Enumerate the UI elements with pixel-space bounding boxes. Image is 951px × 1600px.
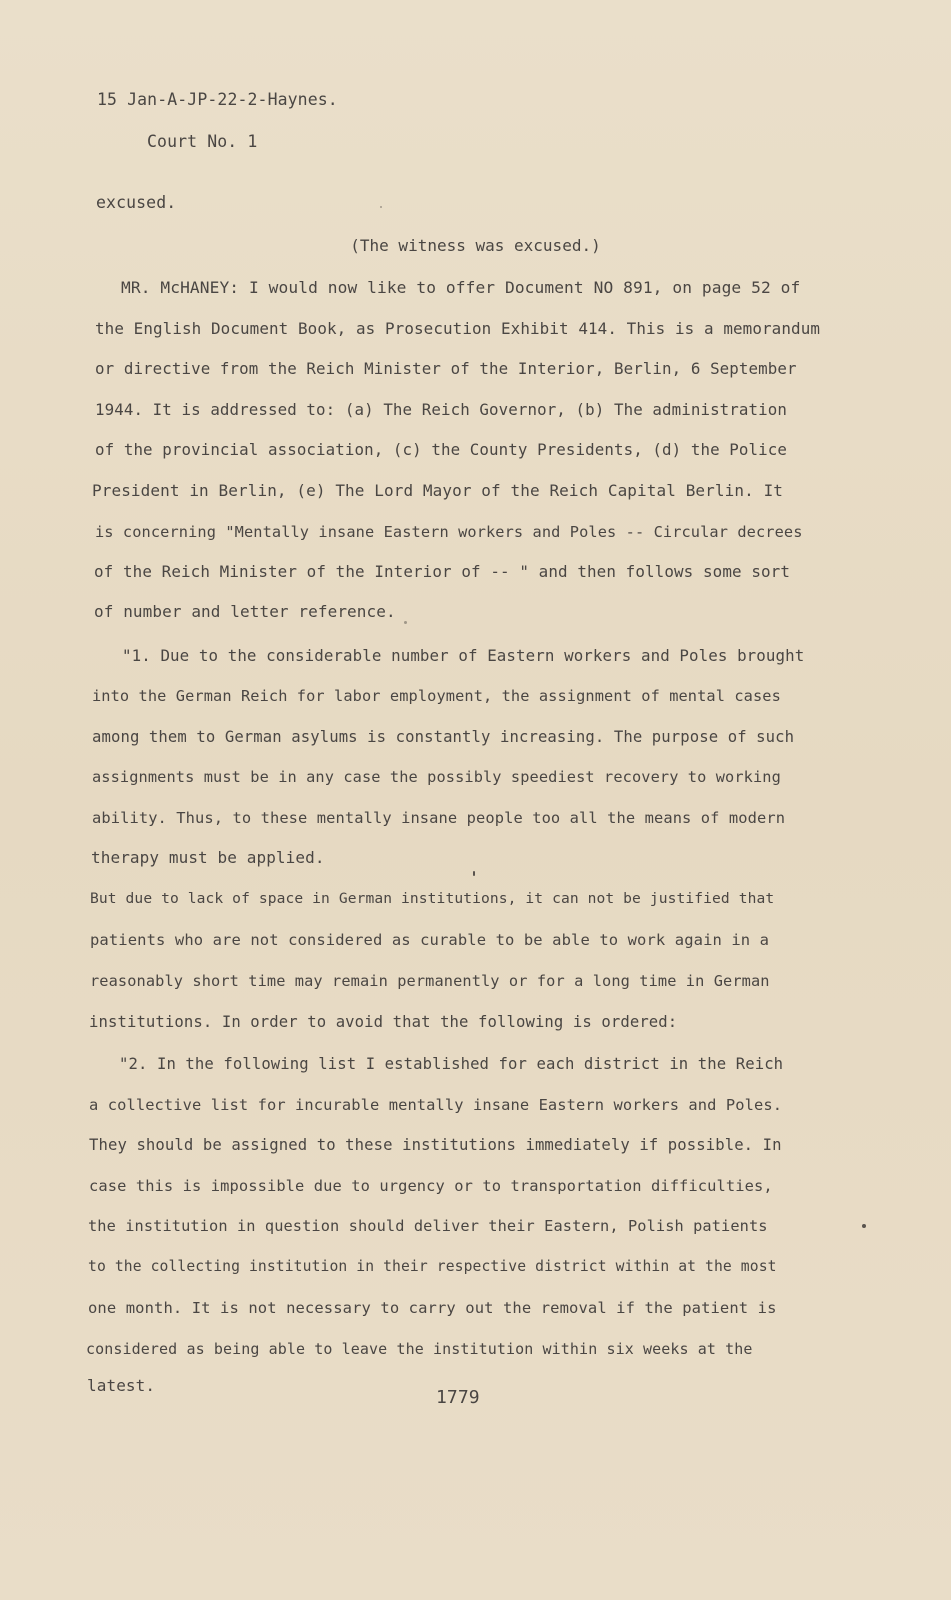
body-line: institutions. In order to avoid that the following is ordered: [89, 1013, 678, 1031]
body-line: 1944. It is addressed to: (a) The Reich Governor, (b) The administration [95, 400, 787, 419]
ink-speck [473, 871, 475, 876]
body-line: patients who are not considered as curable to be able to work again in a [90, 931, 770, 949]
body-line: or directive from the Reich Minister of the Interior, Berlin, 6 September [95, 359, 797, 378]
body-line: of number and letter reference. [94, 602, 396, 621]
transcript-id: 15 Jan-A-JP-22-2-Haynes. [97, 90, 338, 109]
body-line: ability. Thus, to these mentally insane people too all the means of modern [92, 809, 786, 827]
body-line: the institution in question should deliver their Eastern, Polish patients [88, 1217, 768, 1235]
body-line: a collective list for incurable mentally insane Eastern workers and Poles. [89, 1096, 783, 1114]
body-line: excused. [96, 193, 177, 212]
page-number: 1779 [436, 1387, 480, 1408]
body-line: the English Document Book, as Prosecution Exhibit 414. This is a memorandum [95, 319, 821, 338]
body-line: is concerning "Mentally insane Eastern workers and Poles -- Circular decrees [95, 523, 803, 541]
body-line: MR. McHANEY: I would now like to offer Document NO 891, on page 52 of [121, 278, 801, 297]
ink-speck [404, 621, 407, 624]
ink-speck [380, 206, 382, 208]
ink-speck [862, 1224, 866, 1228]
body-line: They should be assigned to these institutions immediately if possible. In [89, 1136, 782, 1154]
body-line: therapy must be applied. [91, 848, 325, 867]
body-line: President in Berlin, (e) The Lord Mayor of the Reich Capital Berlin. It [92, 481, 784, 500]
body-line: one month. It is not necessary to carry out the removal if the patient is [88, 1299, 777, 1317]
court-number: Court No. 1 [147, 132, 258, 151]
body-line: of the Reich Minister of the Interior of -- " and then follows some sort [94, 562, 791, 581]
body-line: considered as being able to leave the institution within six weeks at the [86, 1340, 753, 1358]
body-line: to the collecting institution in their respective district within at the most [88, 1258, 777, 1275]
body-line: "1. Due to the considerable number of Eastern workers and Poles brought [122, 646, 805, 665]
body-line: into the German Reich for labor employment, the assignment of mental cases [92, 687, 781, 705]
body-line: assignments must be in any case the possibly speediest recovery to working [92, 768, 781, 786]
body-line: among them to German asylums is constantly increasing. The purpose of such [92, 728, 795, 746]
body-line: "2. In the following list I established for each district in the Reich [119, 1055, 784, 1073]
body-line: But due to lack of space in German institutions, it can not be justified that [90, 890, 775, 907]
body-line: reasonably short time may remain permanently or for a long time in German [90, 972, 770, 990]
stage-direction: (The witness was excused.) [350, 236, 601, 255]
body-line: latest. [87, 1376, 156, 1395]
body-line: case this is impossible due to urgency or to transportation difficulties, [89, 1177, 773, 1195]
body-line: of the provincial association, (c) the County Presidents, (d) the Police [95, 440, 787, 459]
